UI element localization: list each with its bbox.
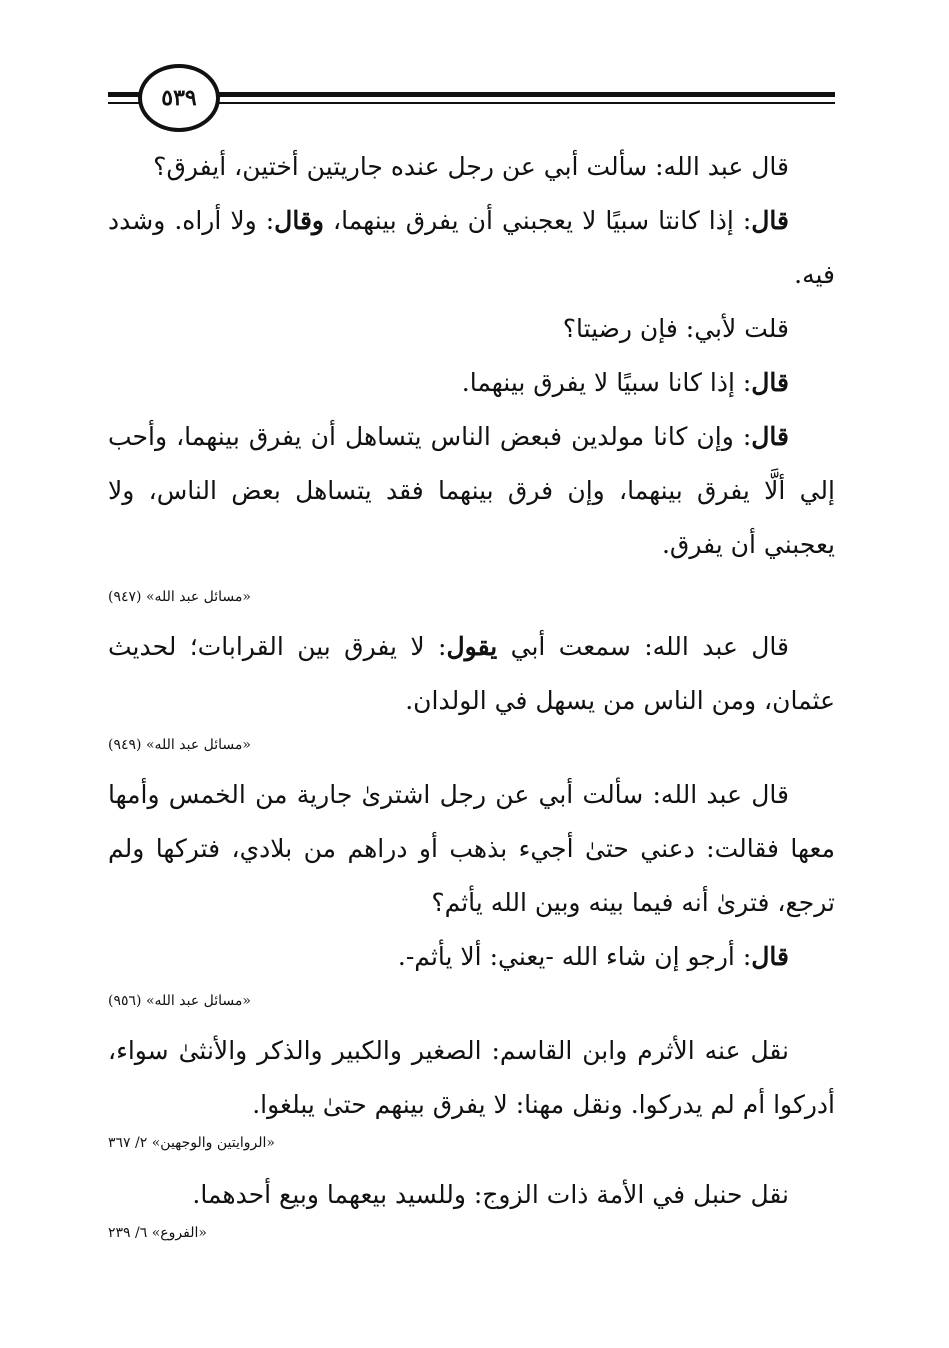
paragraph-8: قال: أرجو إن شاء الله -يعني: ألا يأثم-.: [397, 942, 789, 971]
page-number: ٥٣٩: [138, 64, 220, 132]
paragraph-3: قلت لأبي: فإن رضيتا؟: [562, 314, 789, 343]
paragraph-2: قال: إذا كانتا سبيًا لا يعجبني أن يفرق بينهما، وقال: ولا أراه. وشدد فيه.: [108, 206, 835, 289]
source-citation-1: «مسائل عبد الله» (٩٤٧): [108, 589, 251, 605]
source-citation-3: «مسائل عبد الله» (٩٥٦): [108, 993, 251, 1009]
page-header: [0, 0, 949, 140]
source-citation-5: «الفروع» ٦/ ٢٣٩: [108, 1225, 207, 1241]
paragraph-7: قال عبد الله: سألت أبي عن رجل اشترىٰ جارية من الخمس وأمها معها فقالت: دعني حتىٰ أجيء بذهب أو دراهم من بلادي، فتركها ولم ترجع، فترىٰ أنه فيما بينه وبين الله يأثم؟: [108, 780, 835, 917]
source-citation-4: «الروايتين والوجهين» ٢/ ٣٦٧: [108, 1135, 275, 1151]
paragraph-5: قال: وإن كانا مولدين فبعض الناس يتساهل أن يفرق بينهما، وأحب إلي ألَّا يفرق بينهما، وإن فرق بينهما فقد يتساهل بعض الناس، ولا يعجبني أن يفرق.: [108, 422, 835, 559]
paragraph-10: نقل حنبل في الأمة ذات الزوج: وللسيد بيعهما وبيع أحدهما.: [192, 1180, 789, 1209]
paragraph-4: قال: إذا كانا سبيًا لا يفرق بينهما.: [461, 368, 789, 397]
page-body: [108, 140, 835, 1258]
paragraph-6: قال عبد الله: سمعت أبي يقول: لا يفرق بين القرابات؛ لحديث عثمان، ومن الناس من يسهل في الولدان.: [108, 632, 835, 715]
paragraph-1: قال عبد الله: سألت أبي عن رجل عنده جاريتين أختين، أيفرق؟: [153, 152, 789, 181]
source-citation-2: «مسائل عبد الله» (٩٤٩): [108, 737, 251, 753]
paragraph-9: نقل عنه الأثرم وابن القاسم: الصغير والكبير والذكر والأنثىٰ سواء، أدركوا أم لم يدركوا. ونقل مهنا: لا يفرق بينهم حتىٰ يبلغوا.: [108, 1036, 835, 1119]
